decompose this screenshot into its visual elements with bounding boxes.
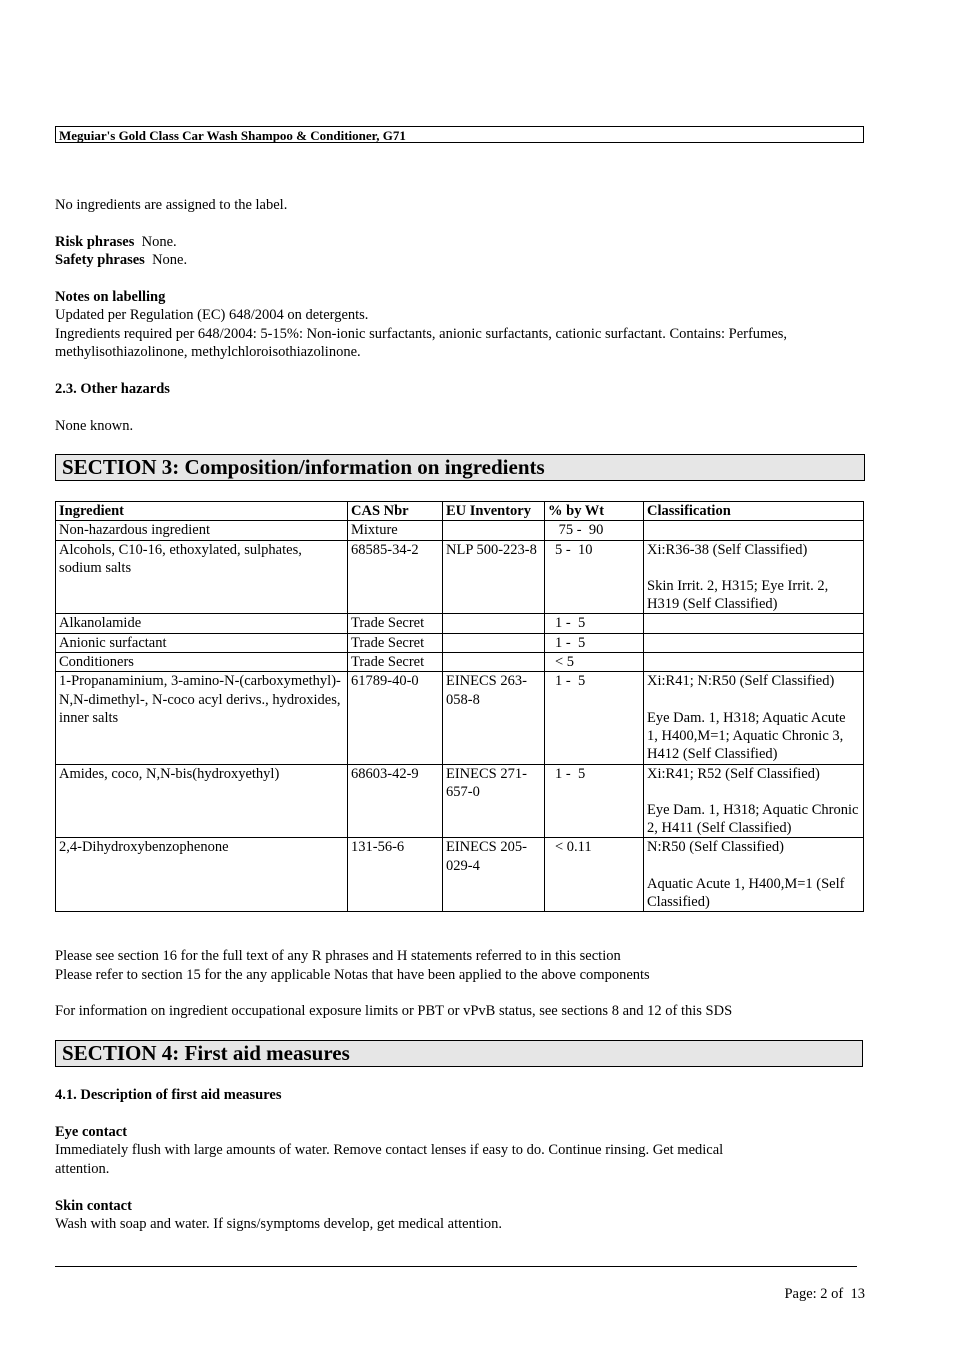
other-hazards-title: 2.3. Other hazards <box>55 381 170 397</box>
classification-h-statements: Aquatic Acute 1, H400,M=1 (Self Classified) <box>647 875 845 911</box>
table-row <box>56 838 864 912</box>
pct-cell: 5 - 10 <box>545 540 644 614</box>
classification-r-phrases: Xi:R41; R52 (Self Classified) <box>647 765 820 782</box>
other-hazards-text: None known. <box>55 418 134 434</box>
cas-cell: 68603-42-9 <box>348 764 443 838</box>
classification-r-phrases: Xi:R36-38 (Self Classified) <box>647 541 808 558</box>
table-row <box>56 540 864 614</box>
eu-cell: EINECS 271-657-0 <box>443 764 545 838</box>
classification-r-phrases: Xi:R41; N:R50 (Self Classified) <box>647 673 835 690</box>
table-row <box>56 633 864 652</box>
pct-cell: < 0.11 <box>545 838 644 912</box>
column-header-pct-by-wt: % by Wt <box>545 502 644 521</box>
classification-h-statements: Eye Dam. 1, H318; Aquatic Chronic 2, H411 (Self Classified) <box>647 801 859 837</box>
classification-cell <box>644 672 864 764</box>
composition-table <box>55 501 864 912</box>
pct-cell: 1 - 5 <box>545 764 644 838</box>
column-header-eu-inventory: EU Inventory <box>443 502 545 521</box>
safety-phrases-line <box>55 251 187 269</box>
column-header-ingredient: Ingredient <box>56 502 348 521</box>
safety-phrases-value: None. <box>152 252 188 268</box>
ingredient-cell: Alkanolamide <box>56 614 348 633</box>
eu-cell <box>443 614 545 633</box>
notes-labelling-line-3: methylisothiazolinone, methylchloroisothiazolinone. <box>55 344 361 360</box>
column-header-cas: CAS Nbr <box>348 502 443 521</box>
classification-cell <box>644 521 864 540</box>
ingredient-cell: 1-Propanaminium, 3-amino-N-(carboxymethyl)-N,N-dimethyl-, N-coco acyl derivs., hydroxides, inner salts <box>56 672 348 764</box>
table-row <box>56 614 864 633</box>
ingredient-cell: 2,4-Dihydroxybenzophenone <box>56 838 348 912</box>
table-row <box>56 764 864 838</box>
notes-labelling-line-1: Updated per Regulation (EC) 648/2004 on detergents. <box>55 307 369 323</box>
risk-phrases-value: None. <box>141 234 177 250</box>
eu-cell: NLP 500-223-8 <box>443 540 545 614</box>
classification-cell <box>644 614 864 633</box>
table-row <box>56 521 864 540</box>
cas-cell: Trade Secret <box>348 633 443 652</box>
classification-h-statements: Eye Dam. 1, H318; Aquatic Acute 1, H400,M=1; Aquatic Chronic 3, H412 (Self Classified) <box>647 709 846 763</box>
section-4-title: SECTION 4: First aid measures <box>55 1040 863 1067</box>
no-ingredients-text: No ingredients are assigned to the label. <box>55 197 288 213</box>
eu-cell <box>443 633 545 652</box>
footer-divider <box>55 1266 857 1267</box>
ingredient-cell: Amides, coco, N,N-bis(hydroxyethyl) <box>56 764 348 838</box>
risk-phrases-line <box>55 233 177 251</box>
eu-cell <box>443 521 545 540</box>
eu-cell <box>443 653 545 672</box>
classification-r-phrases: N:R50 (Self Classified) <box>647 839 784 856</box>
eu-cell: EINECS 263-058-8 <box>443 672 545 764</box>
section-3-note-exposure: For information on ingredient occupational exposure limits or PBT or vPvB status, see sections 8 and 12 of this SDS <box>55 1003 733 1019</box>
ingredient-cell: Conditioners <box>56 653 348 672</box>
ingredient-cell: Anionic surfactant <box>56 633 348 652</box>
document-header-title: Meguiar's Gold Class Car Wash Shampoo & Conditioner, G71 <box>55 126 864 143</box>
classification-cell <box>644 838 864 912</box>
cas-cell: 131-56-6 <box>348 838 443 912</box>
classification-h-statements: Skin Irrit. 2, H315; Eye Irrit. 2, H319 (Self Classified) <box>647 577 829 613</box>
cas-cell: Trade Secret <box>348 614 443 633</box>
table-row <box>56 653 864 672</box>
eye-contact-text-line-2: attention. <box>55 1161 110 1177</box>
classification-cell <box>644 633 864 652</box>
table-header-row <box>56 502 864 521</box>
classification-cell <box>644 653 864 672</box>
table-row <box>56 672 864 764</box>
skin-contact-text: Wash with soap and water. If signs/symptoms develop, get medical attention. <box>55 1216 503 1232</box>
eye-contact-text-line-1: Immediately flush with large amounts of water. Remove contact lenses if easy to do. Continue rinsing. Get medical <box>55 1142 724 1158</box>
classification-cell <box>644 764 864 838</box>
risk-phrases-label: Risk phrases <box>55 234 135 250</box>
section-3-title: SECTION 3: Composition/information on ingredients <box>55 454 865 481</box>
cas-cell: Mixture <box>348 521 443 540</box>
section-3-note-r-phrases: Please see section 16 for the full text of any R phrases and H statements referred to in this section <box>55 948 621 964</box>
cas-cell: Trade Secret <box>348 653 443 672</box>
pct-cell: 1 - 5 <box>545 614 644 633</box>
classification-cell <box>644 540 864 614</box>
section-3-note-notas: Please refer to section 15 for the any applicable Notas that have been applied to the above components <box>55 967 650 983</box>
eu-cell: EINECS 205-029-4 <box>443 838 545 912</box>
pct-cell: 1 - 5 <box>545 672 644 764</box>
pct-cell: 1 - 5 <box>545 633 644 652</box>
cas-cell: 61789-40-0 <box>348 672 443 764</box>
pct-cell: 75 - 90 <box>545 521 644 540</box>
pct-cell: < 5 <box>545 653 644 672</box>
safety-phrases-label: Safety phrases <box>55 252 145 268</box>
column-header-classification: Classification <box>644 502 864 521</box>
notes-labelling-line-2: Ingredients required per 648/2004: 5-15%: Non-ionic surfactants, anionic surfactants, cationic surfactant. Contains: Perfumes, <box>55 326 788 342</box>
ingredient-cell: Alcohols, C10-16, ethoxylated, sulphates, sodium salts <box>56 540 348 614</box>
first-aid-description-title: 4.1. Description of first aid measures <box>55 1087 282 1103</box>
eye-contact-title: Eye contact <box>55 1124 128 1140</box>
notes-labelling-title: Notes on labelling <box>55 289 166 305</box>
page-number: Page: 2 of 13 <box>784 1286 865 1302</box>
skin-contact-title: Skin contact <box>55 1198 132 1214</box>
cas-cell: 68585-34-2 <box>348 540 443 614</box>
ingredient-cell: Non-hazardous ingredient <box>56 521 348 540</box>
